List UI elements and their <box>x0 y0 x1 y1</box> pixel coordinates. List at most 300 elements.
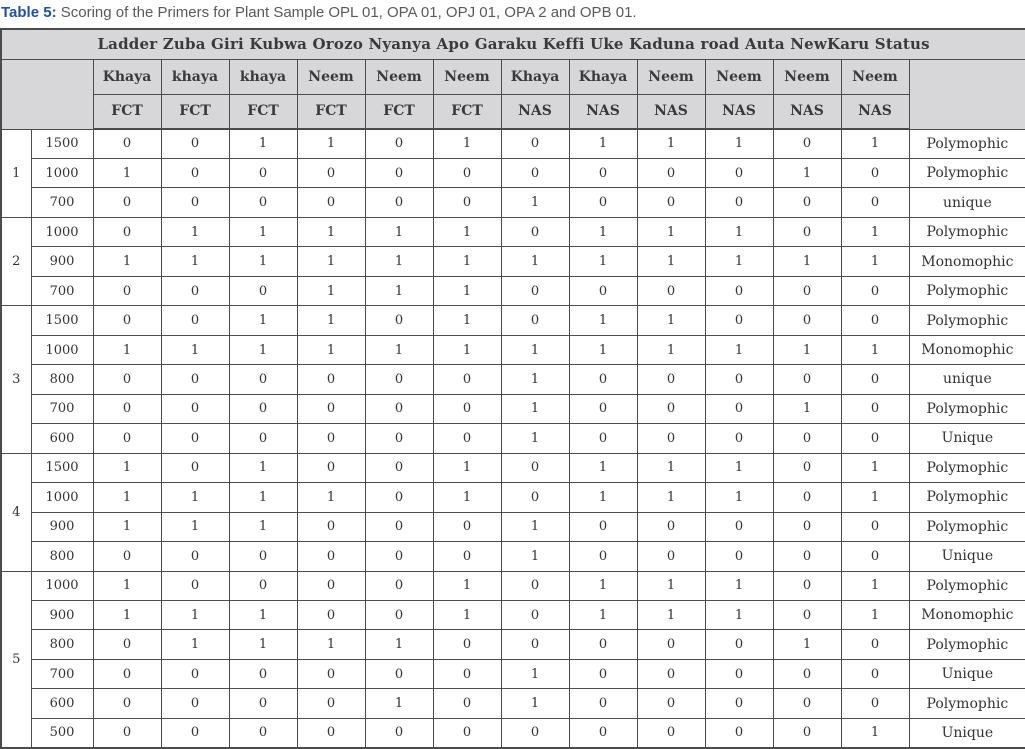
score-cell: 0 <box>161 542 229 571</box>
score-cell: 1 <box>501 247 569 276</box>
score-cell: 0 <box>773 217 841 246</box>
location-header-row <box>1 94 1025 129</box>
score-cell: 0 <box>501 217 569 246</box>
ladder-cell: 1500 <box>31 129 93 158</box>
score-cell: 0 <box>841 630 909 659</box>
score-cell: 0 <box>297 365 365 394</box>
score-cell: 0 <box>297 718 365 748</box>
species-header-cell: Neem <box>637 59 705 94</box>
score-cell: 1 <box>501 188 569 217</box>
table-row <box>1 542 1025 571</box>
score-cell: 1 <box>841 335 909 364</box>
score-cell: 0 <box>433 689 501 718</box>
score-cell: 1 <box>433 217 501 246</box>
ladder-cell: 1000 <box>31 483 93 512</box>
ladder-cell: 800 <box>31 542 93 571</box>
score-cell: 1 <box>433 483 501 512</box>
ladder-cell: 1000 <box>31 217 93 246</box>
score-cell: 0 <box>569 276 637 305</box>
score-cell: 1 <box>365 217 433 246</box>
score-cell: 0 <box>501 630 569 659</box>
score-cell: 0 <box>705 365 773 394</box>
score-cell: 0 <box>705 158 773 187</box>
score-cell: 0 <box>705 512 773 541</box>
score-cell: 0 <box>569 630 637 659</box>
score-cell: 1 <box>433 335 501 364</box>
score-cell: 0 <box>773 365 841 394</box>
score-cell: 0 <box>229 158 297 187</box>
score-cell: 0 <box>841 424 909 453</box>
species-header-cell: Khaya <box>569 59 637 94</box>
group-label-cell: 4 <box>1 453 31 571</box>
score-cell: 0 <box>433 188 501 217</box>
score-cell: 0 <box>297 453 365 482</box>
score-cell: 0 <box>297 689 365 718</box>
score-cell: 1 <box>229 601 297 630</box>
score-cell: 0 <box>569 365 637 394</box>
score-cell: 1 <box>297 306 365 335</box>
ladder-cell: 800 <box>31 365 93 394</box>
status-cell: unique <box>909 365 1025 394</box>
ladder-cell: 800 <box>31 630 93 659</box>
score-cell: 1 <box>161 630 229 659</box>
score-cell: 0 <box>93 659 161 688</box>
location-header-cell: FCT <box>433 94 501 129</box>
table-row <box>1 188 1025 217</box>
score-cell: 1 <box>365 276 433 305</box>
score-cell: 0 <box>773 689 841 718</box>
score-cell: 0 <box>297 542 365 571</box>
score-cell: 0 <box>93 217 161 246</box>
location-header-cell: NAS <box>773 94 841 129</box>
table-title-row <box>1 29 1025 59</box>
score-cell: 0 <box>365 483 433 512</box>
score-cell: 0 <box>365 453 433 482</box>
score-cell: 0 <box>229 276 297 305</box>
score-cell: 1 <box>161 247 229 276</box>
score-cell: 0 <box>705 188 773 217</box>
score-cell: 0 <box>93 424 161 453</box>
status-cell: Monomophic <box>909 247 1025 276</box>
score-cell: 1 <box>501 689 569 718</box>
score-cell: 0 <box>705 306 773 335</box>
score-cell: 1 <box>637 571 705 600</box>
score-cell: 0 <box>93 129 161 158</box>
score-cell: 1 <box>93 571 161 600</box>
score-cell: 0 <box>841 542 909 571</box>
header-corner-cell <box>1 59 93 129</box>
score-cell: 1 <box>841 601 909 630</box>
table-body <box>1 129 1025 748</box>
score-cell: 0 <box>501 276 569 305</box>
ladder-cell: 500 <box>31 718 93 748</box>
score-cell: 1 <box>229 217 297 246</box>
score-cell: 0 <box>569 659 637 688</box>
status-cell: Polymophic <box>909 483 1025 512</box>
table-row <box>1 217 1025 246</box>
score-cell: 0 <box>637 630 705 659</box>
status-cell: Monomophic <box>909 335 1025 364</box>
score-cell: 0 <box>433 394 501 423</box>
score-cell: 0 <box>93 276 161 305</box>
status-cell: Polymophic <box>909 394 1025 423</box>
score-cell: 0 <box>365 365 433 394</box>
score-cell: 1 <box>229 129 297 158</box>
score-cell: 0 <box>161 689 229 718</box>
score-cell: 1 <box>705 335 773 364</box>
score-cell: 1 <box>637 335 705 364</box>
score-cell: 1 <box>841 453 909 482</box>
ladder-cell: 1000 <box>31 571 93 600</box>
score-cell: 0 <box>297 659 365 688</box>
score-cell: 1 <box>705 129 773 158</box>
score-cell: 0 <box>705 424 773 453</box>
species-header-cell: Neem <box>297 59 365 94</box>
score-cell: 0 <box>501 571 569 600</box>
score-cell: 0 <box>161 365 229 394</box>
score-cell: 0 <box>161 571 229 600</box>
score-cell: 1 <box>569 453 637 482</box>
score-cell: 0 <box>229 659 297 688</box>
score-cell: 0 <box>365 542 433 571</box>
ladder-cell: 900 <box>31 512 93 541</box>
status-cell: Unique <box>909 659 1025 688</box>
score-cell: 0 <box>229 571 297 600</box>
score-cell: 0 <box>705 630 773 659</box>
group-label-cell: 2 <box>1 217 31 305</box>
table-row <box>1 424 1025 453</box>
score-cell: 1 <box>365 247 433 276</box>
score-cell: 1 <box>433 129 501 158</box>
score-cell: 1 <box>297 217 365 246</box>
score-cell: 0 <box>161 188 229 217</box>
location-header-cell: NAS <box>501 94 569 129</box>
score-cell: 0 <box>637 276 705 305</box>
score-cell: 0 <box>773 129 841 158</box>
status-cell: Polymophic <box>909 158 1025 187</box>
score-cell: 0 <box>433 659 501 688</box>
score-cell: 1 <box>569 601 637 630</box>
status-cell: Monomophic <box>909 601 1025 630</box>
table-header <box>1 29 1025 129</box>
status-cell: Unique <box>909 718 1025 748</box>
score-cell: 0 <box>93 365 161 394</box>
score-cell: 0 <box>161 718 229 748</box>
score-cell: 0 <box>841 394 909 423</box>
location-header-cell: NAS <box>705 94 773 129</box>
score-cell: 0 <box>637 158 705 187</box>
score-cell: 1 <box>637 601 705 630</box>
score-cell: 1 <box>93 453 161 482</box>
location-header-cell: FCT <box>161 94 229 129</box>
score-cell: 1 <box>637 247 705 276</box>
score-cell: 1 <box>229 483 297 512</box>
score-cell: 1 <box>569 335 637 364</box>
score-cell: 0 <box>705 394 773 423</box>
status-cell: unique <box>909 188 1025 217</box>
score-cell: 0 <box>365 512 433 541</box>
score-cell: 1 <box>773 247 841 276</box>
score-cell: 0 <box>161 276 229 305</box>
score-cell: 1 <box>705 601 773 630</box>
score-cell: 0 <box>705 718 773 748</box>
score-cell: 0 <box>93 306 161 335</box>
score-cell: 1 <box>229 512 297 541</box>
score-cell: 1 <box>501 365 569 394</box>
ladder-cell: 600 <box>31 689 93 718</box>
score-cell: 1 <box>229 247 297 276</box>
score-cell: 0 <box>705 689 773 718</box>
score-cell: 0 <box>501 601 569 630</box>
score-cell: 1 <box>569 306 637 335</box>
status-cell: Polymophic <box>909 129 1025 158</box>
score-cell: 1 <box>93 512 161 541</box>
score-cell: 1 <box>161 512 229 541</box>
table-caption <box>0 0 1025 28</box>
ladder-cell: 700 <box>31 276 93 305</box>
score-cell: 0 <box>569 424 637 453</box>
score-cell: 0 <box>705 542 773 571</box>
score-cell: 0 <box>773 483 841 512</box>
score-cell: 1 <box>297 276 365 305</box>
location-header-cell: FCT <box>93 94 161 129</box>
species-header-row <box>1 59 1025 94</box>
score-cell: 1 <box>229 453 297 482</box>
species-header-cell: khaya <box>161 59 229 94</box>
score-cell: 0 <box>433 365 501 394</box>
table-row <box>1 335 1025 364</box>
table-caption-text: Scoring of the Primers for Plant Sample OPL 01, OPA 01, OPJ 01, OPA 2 and OPB 01. <box>56 4 637 21</box>
score-cell: 1 <box>297 483 365 512</box>
table-row <box>1 453 1025 482</box>
status-cell: Unique <box>909 424 1025 453</box>
species-header-cell: Neem <box>841 59 909 94</box>
score-cell: 0 <box>773 276 841 305</box>
table-row <box>1 601 1025 630</box>
score-cell: 1 <box>365 689 433 718</box>
score-cell: 0 <box>569 542 637 571</box>
score-cell: 0 <box>365 394 433 423</box>
table-row <box>1 659 1025 688</box>
score-cell: 0 <box>569 394 637 423</box>
score-cell: 1 <box>841 571 909 600</box>
score-cell: 0 <box>637 424 705 453</box>
score-cell: 0 <box>841 158 909 187</box>
score-cell: 0 <box>229 424 297 453</box>
score-cell: 1 <box>569 247 637 276</box>
score-cell: 1 <box>569 483 637 512</box>
score-cell: 0 <box>637 689 705 718</box>
score-cell: 1 <box>773 158 841 187</box>
score-cell: 0 <box>365 718 433 748</box>
score-cell: 1 <box>773 394 841 423</box>
score-cell: 0 <box>161 306 229 335</box>
score-cell: 0 <box>229 188 297 217</box>
score-cell: 0 <box>501 306 569 335</box>
score-cell: 0 <box>93 188 161 217</box>
score-cell: 1 <box>161 601 229 630</box>
score-cell: 0 <box>773 659 841 688</box>
score-cell: 1 <box>433 453 501 482</box>
score-cell: 0 <box>773 424 841 453</box>
score-cell: 1 <box>841 718 909 748</box>
score-cell: 0 <box>365 306 433 335</box>
score-cell: 1 <box>365 335 433 364</box>
location-header-cell: FCT <box>365 94 433 129</box>
score-cell: 1 <box>365 630 433 659</box>
score-cell: 0 <box>501 129 569 158</box>
score-cell: 0 <box>637 659 705 688</box>
score-cell: 0 <box>841 689 909 718</box>
species-header-cell: Neem <box>433 59 501 94</box>
score-cell: 0 <box>569 689 637 718</box>
ladder-cell: 700 <box>31 394 93 423</box>
score-cell: 1 <box>501 542 569 571</box>
score-cell: 1 <box>637 306 705 335</box>
score-cell: 0 <box>365 659 433 688</box>
score-cell: 1 <box>705 483 773 512</box>
score-cell: 0 <box>705 659 773 688</box>
score-cell: 0 <box>297 571 365 600</box>
score-cell: 1 <box>93 158 161 187</box>
score-cell: 0 <box>229 718 297 748</box>
score-cell: 1 <box>433 247 501 276</box>
score-cell: 0 <box>637 394 705 423</box>
score-cell: 0 <box>841 512 909 541</box>
score-cell: 1 <box>229 335 297 364</box>
score-cell: 1 <box>433 571 501 600</box>
score-cell: 1 <box>501 424 569 453</box>
score-cell: 0 <box>365 424 433 453</box>
score-cell: 0 <box>297 512 365 541</box>
score-cell: 0 <box>161 394 229 423</box>
score-cell: 0 <box>773 542 841 571</box>
table-row <box>1 630 1025 659</box>
score-cell: 0 <box>841 306 909 335</box>
table-title-cell: Ladder Zuba Giri Kubwa Orozo Nyanya Apo Garaku Keffi Uke Kaduna road Auta NewKaru Status <box>1 29 1025 59</box>
score-cell: 1 <box>705 571 773 600</box>
score-cell: 0 <box>637 188 705 217</box>
score-cell: 1 <box>93 335 161 364</box>
score-cell: 0 <box>161 129 229 158</box>
status-cell: Unique <box>909 542 1025 571</box>
score-cell: 0 <box>773 571 841 600</box>
score-cell: 0 <box>773 453 841 482</box>
score-cell: 0 <box>433 424 501 453</box>
score-cell: 0 <box>705 276 773 305</box>
score-cell: 0 <box>841 365 909 394</box>
table-row <box>1 129 1025 158</box>
score-cell: 1 <box>93 601 161 630</box>
ladder-cell: 1500 <box>31 306 93 335</box>
score-cell: 1 <box>433 276 501 305</box>
group-label-cell: 1 <box>1 129 31 217</box>
score-cell: 1 <box>705 247 773 276</box>
score-cell: 1 <box>637 217 705 246</box>
score-cell: 0 <box>569 188 637 217</box>
score-cell: 0 <box>637 512 705 541</box>
group-label-cell: 3 <box>1 306 31 453</box>
score-cell: 0 <box>841 276 909 305</box>
status-cell: Polymophic <box>909 512 1025 541</box>
score-cell: 0 <box>501 453 569 482</box>
score-cell: 0 <box>161 158 229 187</box>
score-cell: 0 <box>93 394 161 423</box>
score-cell: 1 <box>93 483 161 512</box>
species-header-cell: Neem <box>365 59 433 94</box>
table-row <box>1 158 1025 187</box>
score-cell: 0 <box>229 365 297 394</box>
score-cell: 0 <box>297 158 365 187</box>
score-cell: 0 <box>161 424 229 453</box>
table-row <box>1 483 1025 512</box>
score-cell: 0 <box>433 158 501 187</box>
score-cell: 1 <box>433 306 501 335</box>
score-cell: 1 <box>569 571 637 600</box>
score-cell: 1 <box>433 601 501 630</box>
score-cell: 0 <box>841 659 909 688</box>
score-cell: 0 <box>569 512 637 541</box>
score-cell: 0 <box>637 542 705 571</box>
table-row <box>1 276 1025 305</box>
score-cell: 0 <box>637 718 705 748</box>
score-cell: 0 <box>773 601 841 630</box>
score-cell: 0 <box>773 512 841 541</box>
score-cell: 0 <box>501 718 569 748</box>
score-cell: 0 <box>773 718 841 748</box>
score-cell: 0 <box>297 394 365 423</box>
score-cell: 0 <box>297 188 365 217</box>
ladder-cell: 900 <box>31 601 93 630</box>
score-cell: 1 <box>297 129 365 158</box>
status-cell: Polymophic <box>909 630 1025 659</box>
primer-scoring-table <box>0 28 1025 749</box>
ladder-cell: 1000 <box>31 335 93 364</box>
score-cell: 0 <box>365 158 433 187</box>
species-header-cell: Neem <box>705 59 773 94</box>
location-header-cell: NAS <box>569 94 637 129</box>
status-cell: Polymophic <box>909 689 1025 718</box>
score-cell: 0 <box>297 601 365 630</box>
score-cell: 0 <box>841 188 909 217</box>
group-label-cell: 5 <box>1 571 31 748</box>
score-cell: 1 <box>637 453 705 482</box>
score-cell: 1 <box>161 335 229 364</box>
score-cell: 1 <box>161 217 229 246</box>
table-row <box>1 306 1025 335</box>
table-row <box>1 718 1025 748</box>
score-cell: 0 <box>161 659 229 688</box>
ladder-cell: 1500 <box>31 453 93 482</box>
table-row <box>1 365 1025 394</box>
score-cell: 1 <box>841 217 909 246</box>
score-cell: 1 <box>841 247 909 276</box>
species-header-cell: Khaya <box>501 59 569 94</box>
ladder-cell: 600 <box>31 424 93 453</box>
species-header-cell: Neem <box>773 59 841 94</box>
score-cell: 0 <box>501 483 569 512</box>
table-row <box>1 394 1025 423</box>
score-cell: 0 <box>161 453 229 482</box>
score-cell: 0 <box>365 129 433 158</box>
score-cell: 0 <box>773 306 841 335</box>
ladder-cell: 700 <box>31 659 93 688</box>
status-cell: Polymophic <box>909 276 1025 305</box>
status-cell: Polymophic <box>909 453 1025 482</box>
score-cell: 0 <box>365 601 433 630</box>
score-cell: 0 <box>297 424 365 453</box>
score-cell: 1 <box>841 483 909 512</box>
